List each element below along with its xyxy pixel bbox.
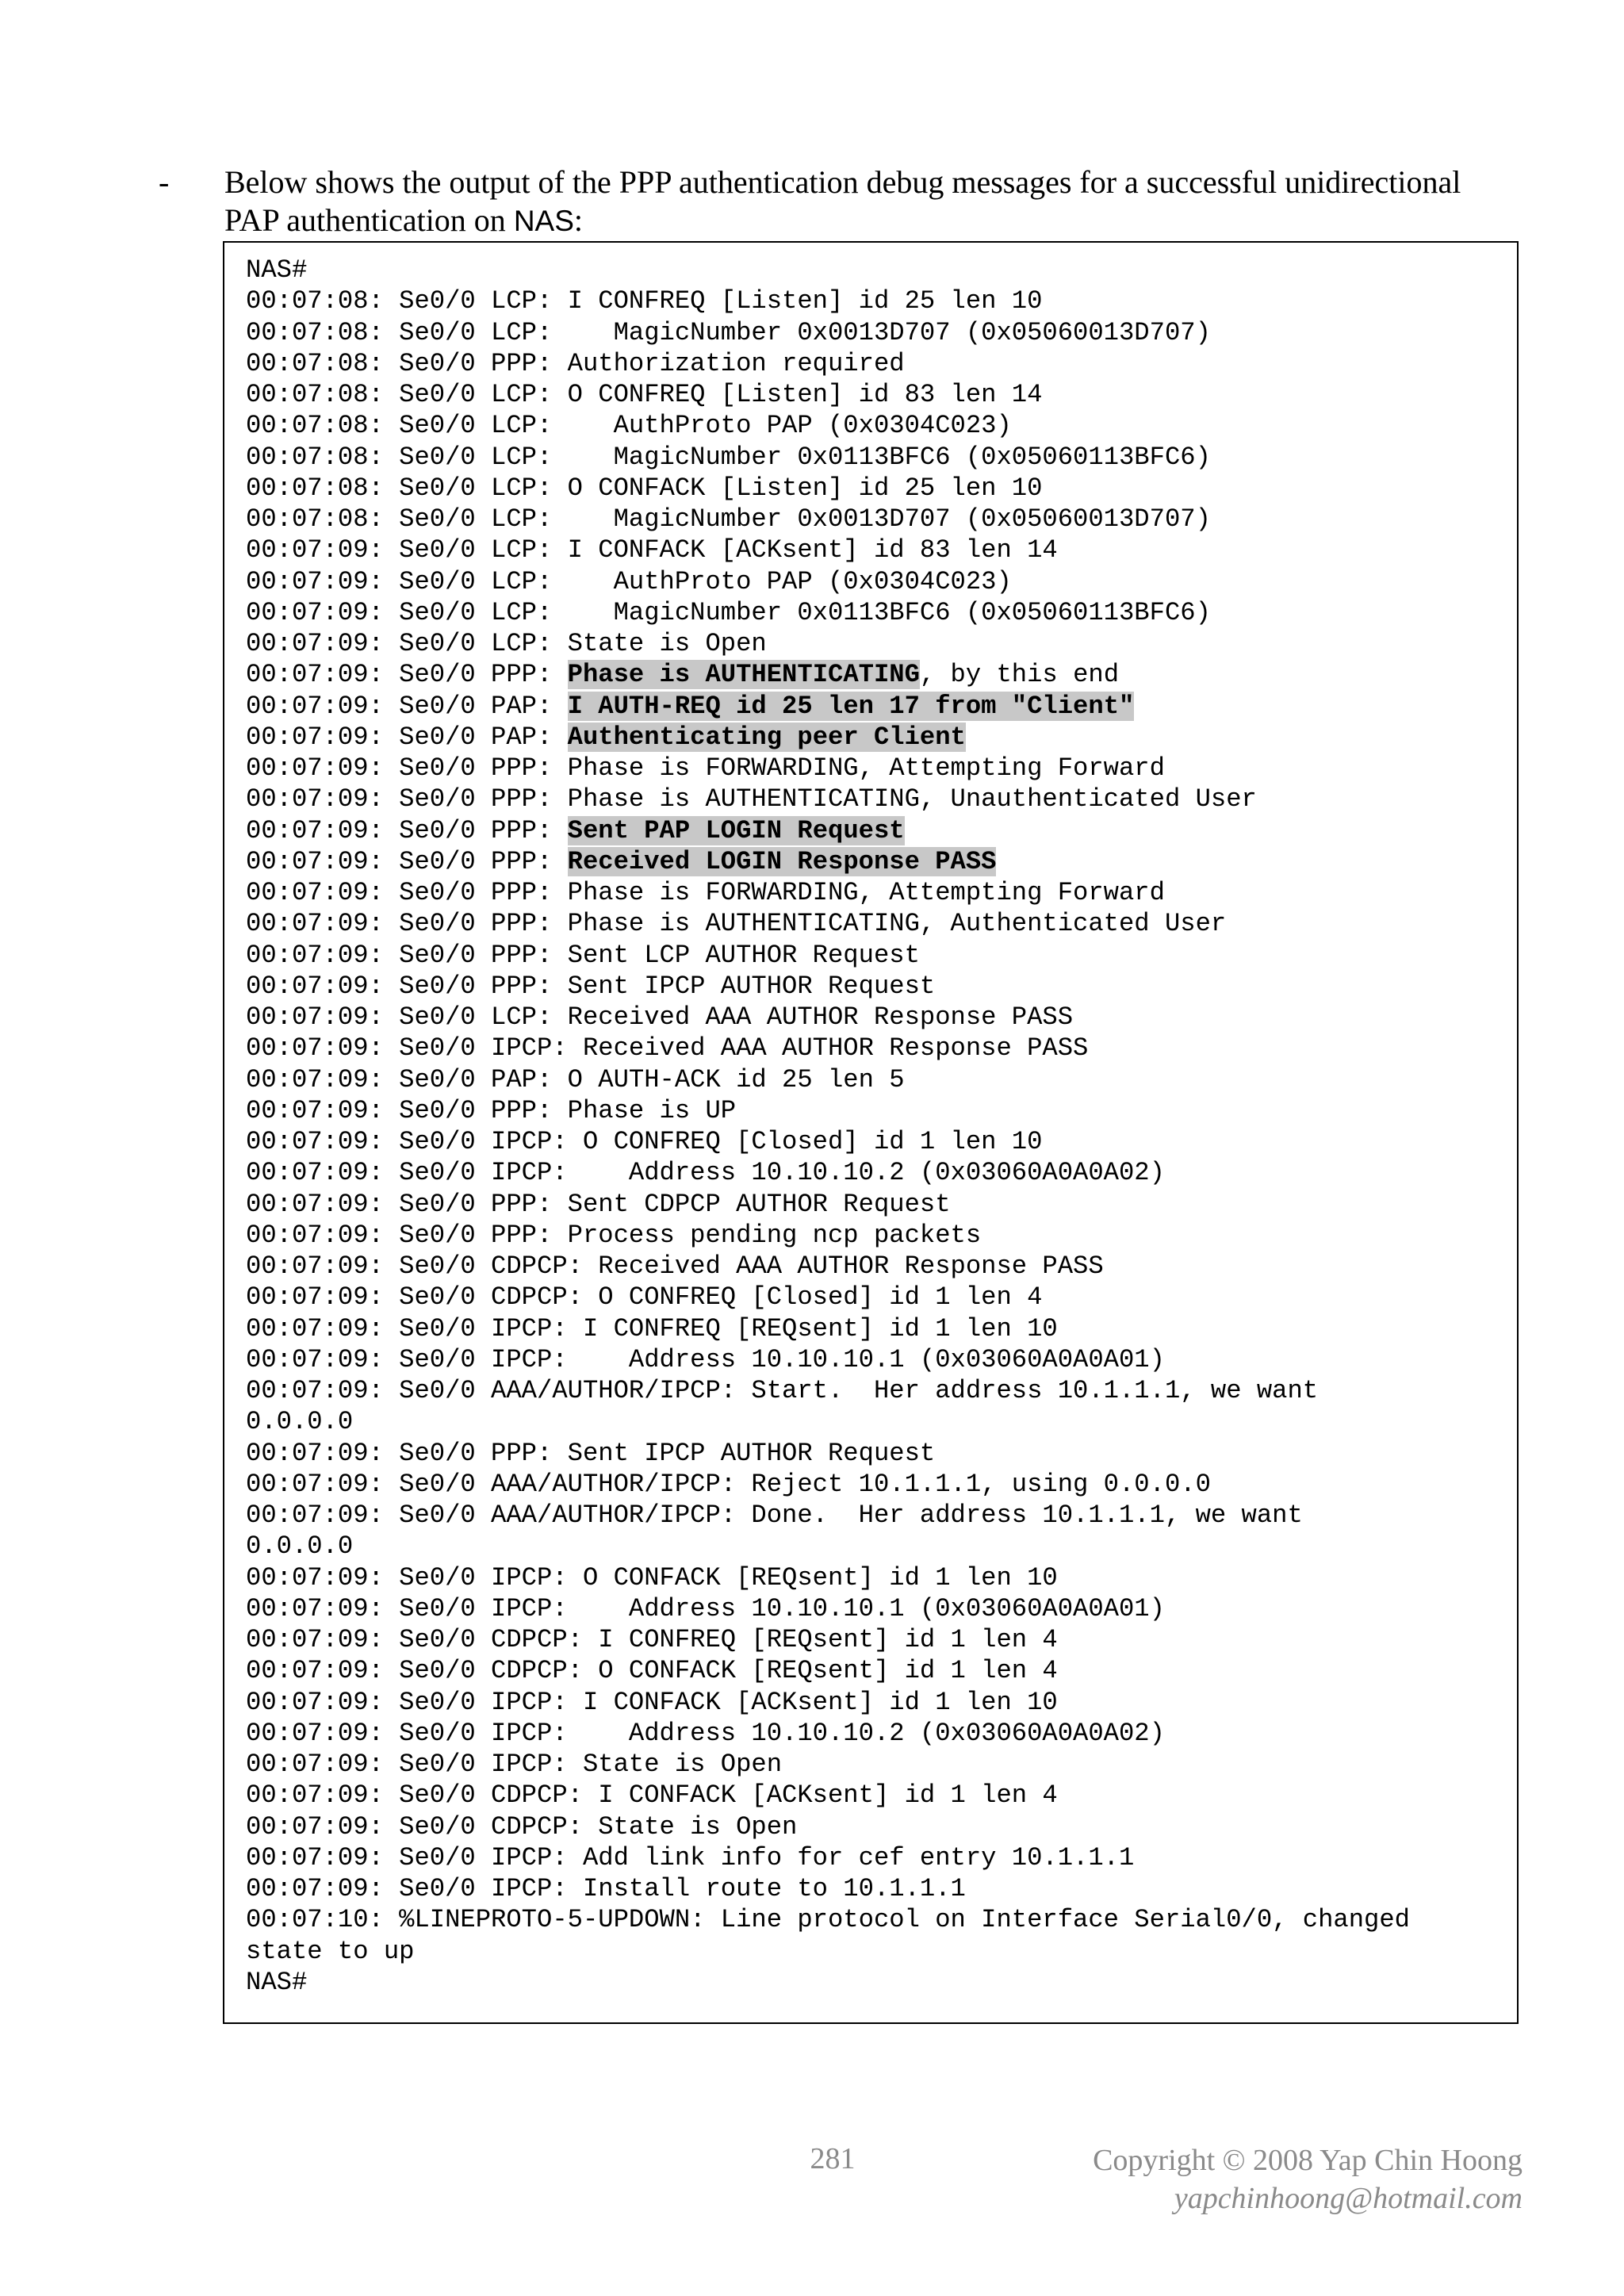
log-line [246,1126,1509,1157]
log-line [246,1873,1509,1904]
highlighted-text: Received LOGIN Response PASS [567,846,997,876]
log-text: 00:07:09: Se0/0 CDPCP: I CONFACK [ACKsent] id 1 len 4 [246,1780,1058,1811]
log-text: 00:07:09: Se0/0 IPCP: State is Open [246,1750,783,1779]
bullet-dash: - [159,164,170,200]
log-text: 00:07:09: Se0/0 IPCP: Install route to 10.1.1.1 [246,1874,966,1903]
log-text: 00:07:08: Se0/0 LCP: AuthProto PAP (0x0304C023) [246,411,1012,441]
log-text: state to up [246,1936,415,1966]
log-text: 0.0.0.0 [246,1531,354,1562]
log-text: , by this end [919,660,1120,690]
log-text: 00:07:09: Se0/0 LCP: I CONFACK [ACKsent] id 83 len 14 [246,535,1058,565]
log-line [246,1811,1509,1842]
log-text: 00:07:09: Se0/0 PPP: Phase is FORWARDING, Attempting Forward [246,878,1165,907]
page-number: 281 [810,2142,856,2175]
author-email: yapchinhoong@hotmail.com [1174,2182,1522,2215]
log-text: 00:07:09: Se0/0 PAP: O AUTH-ACK id 25 len 5 [246,1064,905,1094]
intro-text-before: Below shows the output of the PPP authentication debug messages for a successful unidirectional PAP authentication on [224,164,1461,238]
log-text: 00:07:09: Se0/0 PPP: Process pending ncp packets [246,1220,982,1250]
log-text: 00:07:09: Se0/0 PPP: Phase is AUTHENTICATING, Authenticated User [246,909,1227,939]
log-line [246,379,1509,410]
log-text: 00:07:09: Se0/0 IPCP: O CONFREQ [Closed] id 1 len 10 [246,1127,1043,1156]
debug-log [246,255,1509,1998]
log-line [246,691,1509,722]
log-line [246,566,1509,597]
log-line [246,255,1509,286]
log-line [246,1904,1509,1935]
log-text: 00:07:09: Se0/0 IPCP: Received AAA AUTHOR Response PASS [246,1033,1089,1064]
log-line [246,1749,1509,1780]
log-line [246,846,1509,877]
log-line [246,1375,1509,1406]
log-text: 00:07:09: Se0/0 LCP: MagicNumber 0x0113BFC6 (0x05060113BFC6) [246,597,1211,627]
log-text: 00:07:09: Se0/0 AAA/AUTHOR/IPCP: Done. Her address 10.1.1.1, we want [246,1501,1303,1530]
log-text: 00:07:09: Se0/0 IPCP: Address 10.10.10.2 (0x03060A0A0A02) [246,1158,1165,1188]
log-text: 00:07:09: Se0/0 PAP: [246,691,568,721]
log-line [246,317,1509,348]
log-line [246,877,1509,908]
log-text: 00:07:09: Se0/0 AAA/AUTHOR/IPCP: Start. Her address 10.1.1.1, we want [246,1376,1319,1405]
log-text: 00:07:09: Se0/0 PPP: Sent LCP AUTHOR Request [246,940,920,970]
log-line [246,628,1509,659]
log-line [246,722,1509,753]
log-line [246,940,1509,971]
log-text: 00:07:08: Se0/0 LCP: I CONFREQ [Listen] id 25 len 10 [246,286,1043,316]
log-line [246,1406,1509,1437]
log-line [246,1967,1509,1998]
log-line [246,1718,1509,1749]
log-line [246,1687,1509,1718]
debug-output-box [223,241,1519,2024]
log-line [246,753,1509,784]
log-text: 00:07:08: Se0/0 LCP: MagicNumber 0x0013D707 (0x05060013D707) [246,504,1211,534]
log-line [246,971,1509,1002]
intro-device-name: NAS [513,205,574,237]
log-text: 00:07:09: Se0/0 PPP: [246,660,568,690]
log-text: 0.0.0.0 [246,1407,354,1437]
log-line [246,1033,1509,1064]
log-line [246,504,1509,535]
log-line [246,473,1509,504]
log-line [246,286,1509,316]
highlighted-text: Sent PAP LOGIN Request [567,815,905,845]
log-text: 00:07:09: Se0/0 CDPCP: O CONFACK [REQsent] id 1 len 4 [246,1656,1058,1686]
log-line [246,1438,1509,1469]
log-text: 00:07:09: Se0/0 IPCP: Add link info for cef entry 10.1.1.1 [246,1842,1135,1872]
intro-text [224,163,1522,240]
log-line [246,1842,1509,1873]
log-text: 00:07:09: Se0/0 PPP: [246,846,568,876]
log-text: 00:07:09: Se0/0 IPCP: O CONFACK [REQsent] id 1 len 10 [246,1562,1058,1593]
log-text: 00:07:09: Se0/0 IPCP: I CONFACK [ACKsent] id 1 len 10 [246,1687,1058,1717]
log-text: NAS# [246,255,308,285]
log-line [246,1593,1509,1624]
log-text: 00:07:09: Se0/0 IPCP: I CONFREQ [REQsent] id 1 len 10 [246,1313,1058,1343]
log-text: 00:07:09: Se0/0 CDPCP: O CONFREQ [Closed] id 1 len 4 [246,1282,1043,1313]
log-line [246,1562,1509,1593]
log-text: 00:07:09: Se0/0 PPP: Phase is AUTHENTICATING, Unauthenticated User [246,784,1257,815]
log-line [246,1189,1509,1220]
log-text: 00:07:09: Se0/0 LCP: State is Open [246,629,767,658]
log-line [246,659,1509,690]
log-line [246,1002,1509,1033]
log-line [246,1344,1509,1375]
log-text: 00:07:08: Se0/0 PPP: Authorization required [246,348,905,378]
log-text: 00:07:08: Se0/0 LCP: MagicNumber 0x0013D707 (0x05060013D707) [246,317,1211,347]
log-text: 00:07:09: Se0/0 LCP: AuthProto PAP (0x0304C023) [246,566,1012,596]
log-text: 00:07:09: Se0/0 PPP: Phase is FORWARDING, Attempting Forward [246,753,1165,783]
log-text: 00:07:09: Se0/0 LCP: Received AAA AUTHOR Response PASS [246,1002,1074,1032]
footer-copyright [1093,2141,1522,2217]
log-text: 00:07:10: %LINEPROTO-5-UPDOWN: Line protocol on Interface Serial0/0, changed [246,1905,1410,1935]
log-line [246,1500,1509,1531]
log-text: 00:07:09: Se0/0 AAA/AUTHOR/IPCP: Reject 10.1.1.1, using 0.0.0.0 [246,1469,1211,1499]
log-text: 00:07:08: Se0/0 LCP: O CONFREQ [Listen] id 83 len 14 [246,380,1043,409]
log-line [246,1655,1509,1686]
log-text: 00:07:09: Se0/0 CDPCP: I CONFREQ [REQsent] id 1 len 4 [246,1625,1058,1654]
highlighted-text: Phase is AUTHENTICATING [567,660,920,690]
log-text: 00:07:09: Se0/0 IPCP: Address 10.10.10.1 (0x03060A0A0A01) [246,1593,1165,1623]
log-line [246,784,1509,815]
log-line [246,535,1509,565]
log-line [246,1624,1509,1655]
log-line [246,1095,1509,1126]
log-line [246,815,1509,846]
highlighted-text: Authenticating peer Client [567,722,966,752]
log-line [246,442,1509,473]
log-text: 00:07:09: Se0/0 PPP: Sent IPCP AUTHOR Request [246,1438,936,1468]
log-text: 00:07:09: Se0/0 PPP: Sent CDPCP AUTHOR Request [246,1189,951,1219]
log-line [246,1531,1509,1562]
log-text: 00:07:09: Se0/0 PPP: [246,815,568,845]
log-text: 00:07:09: Se0/0 CDPCP: Received AAA AUTHOR Response PASS [246,1251,1104,1281]
log-text: 00:07:09: Se0/0 CDPCP: State is Open [246,1811,798,1842]
log-text: 00:07:08: Se0/0 LCP: MagicNumber 0x0113BFC6 (0x05060113BFC6) [246,442,1211,472]
log-line [246,1282,1509,1313]
log-line [246,348,1509,379]
log-line [246,1469,1509,1500]
log-text: 00:07:09: Se0/0 PPP: Phase is UP [246,1095,737,1125]
log-text: 00:07:09: Se0/0 PPP: Sent IPCP AUTHOR Request [246,971,936,1001]
log-line [246,1313,1509,1344]
log-line [246,908,1509,939]
log-text: 00:07:08: Se0/0 LCP: O CONFACK [Listen] id 25 len 10 [246,473,1043,503]
log-line [246,1936,1509,1967]
log-line [246,1220,1509,1251]
log-text: NAS# [246,1967,308,1997]
log-line [246,1064,1509,1095]
intro-paragraph [159,163,1522,240]
highlighted-text: I AUTH-REQ id 25 len 17 from "Client" [567,691,1135,721]
log-line [246,1157,1509,1188]
log-line [246,597,1509,628]
log-text: 00:07:09: Se0/0 IPCP: Address 10.10.10.2 (0x03060A0A0A02) [246,1718,1165,1748]
copyright-text: Copyright © 2008 Yap Chin Hoong [1093,2144,1522,2177]
log-line [246,1780,1509,1811]
log-line [246,1251,1509,1282]
intro-text-after: : [573,202,584,238]
log-text: 00:07:09: Se0/0 PAP: [246,722,568,752]
log-text: 00:07:09: Se0/0 IPCP: Address 10.10.10.1 (0x03060A0A0A01) [246,1344,1165,1374]
log-line [246,410,1509,441]
